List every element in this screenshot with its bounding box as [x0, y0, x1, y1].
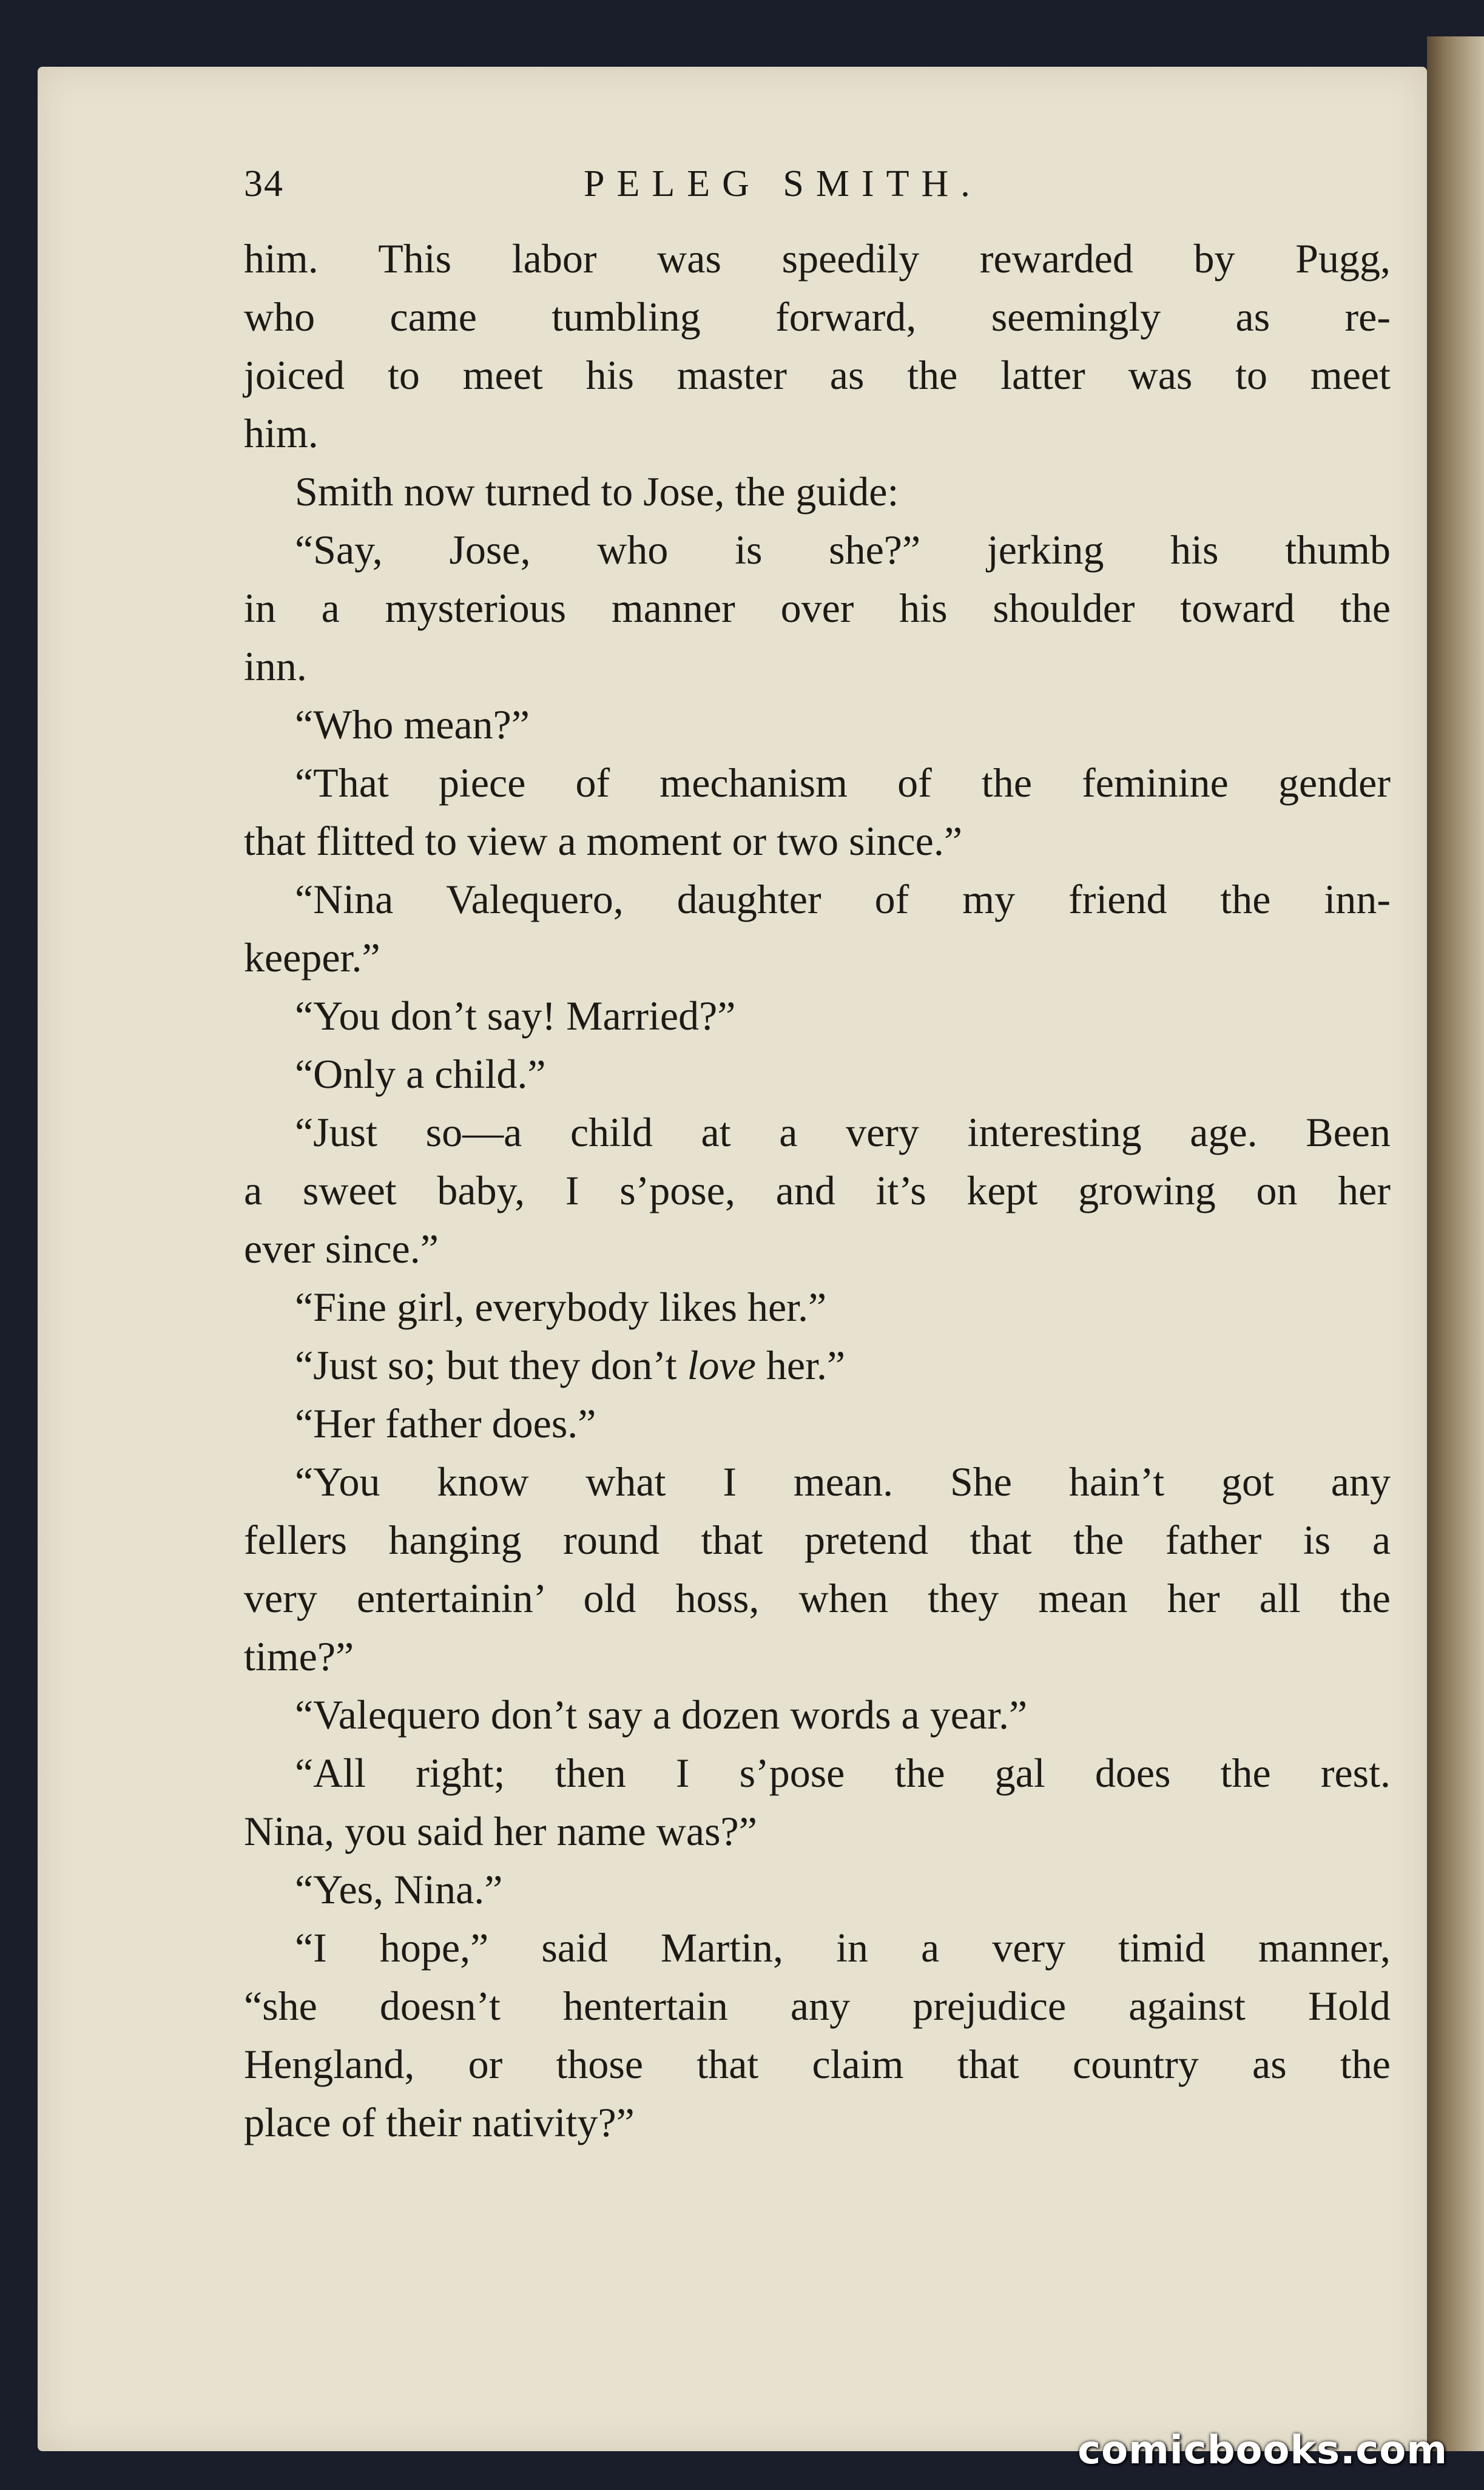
text-line: inn. [244, 643, 307, 689]
text-line: “Only a child.” [295, 1051, 546, 1097]
text-line: “Yes, Nina.” [295, 1866, 503, 1912]
text-line: Smith now turned to Jose, the guide: [295, 468, 899, 515]
text-line: joiced to meet his master as the latter was to meet [244, 352, 1391, 398]
page-header-title: PELEG SMITH. [584, 163, 982, 204]
text-line: ever since.” [244, 1226, 439, 1272]
text-line: Hengland, or those that claim that country as the [244, 2041, 1391, 2087]
text-fragment: her.” [755, 1342, 846, 1388]
text-line [244, 1336, 1391, 1394]
text-line: Nina, you said her name was?” [244, 1808, 757, 1854]
text-line: “Say, Jose, who is she?” jerking his thumb [295, 527, 1391, 573]
text-line: “You don’t say! Married?” [295, 993, 736, 1039]
text-line: “All right; then I s’pose the gal does the rest. [295, 1750, 1391, 1796]
body-text [244, 229, 1391, 2151]
text-line: time?” [244, 1633, 354, 1679]
text-line: that flitted to view a moment or two since.” [244, 818, 963, 864]
text-line: very entertainin’ old hoss, when they mean her all the [244, 1575, 1391, 1621]
italic-emphasis: love [687, 1342, 756, 1388]
text-line: in a mysterious manner over his shoulder toward the [244, 585, 1391, 631]
text-line: him. [244, 410, 319, 456]
text-line: “Nina Valequero, daughter of my friend the inn- [295, 876, 1391, 922]
text-fragment: “Just so; but they don’t [295, 1342, 677, 1388]
text-line: “That piece of mechanism of the feminine gender [295, 760, 1391, 806]
text-line: fellers hanging round that pretend that the father is a [244, 1517, 1391, 1563]
text-line: him. This labor was speedily rewarded by Pugg, [244, 235, 1391, 282]
text-line: “Just so—a child at a very interesting age. Been [295, 1109, 1391, 1155]
page-number: 34 [244, 163, 284, 204]
text-line: “she doesn’t hentertain any prejudice against Hold [244, 1983, 1391, 2029]
text-line: “Who mean?” [295, 701, 530, 747]
text-line: “Her father does.” [295, 1400, 596, 1446]
running-head [244, 163, 1391, 217]
book-page-edge [1427, 36, 1484, 2451]
text-line: a sweet baby, I s’pose, and it’s kept growing on her [244, 1167, 1391, 1213]
text-line: keeper.” [244, 934, 380, 980]
watermark: comicbooks.com [1078, 2428, 1448, 2473]
text-line: who came tumbling forward, seemingly as re- [244, 294, 1391, 340]
text-line: “Valequero don’t say a dozen words a year.” [295, 1692, 1028, 1738]
text-line: place of their nativity?” [244, 2099, 635, 2145]
text-line: “I hope,” said Martin, in a very timid manner, [295, 1925, 1391, 1971]
text-line: “Fine girl, everybody likes her.” [295, 1284, 827, 1330]
text-line: “You know what I mean. She hain’t got any [295, 1459, 1391, 1505]
